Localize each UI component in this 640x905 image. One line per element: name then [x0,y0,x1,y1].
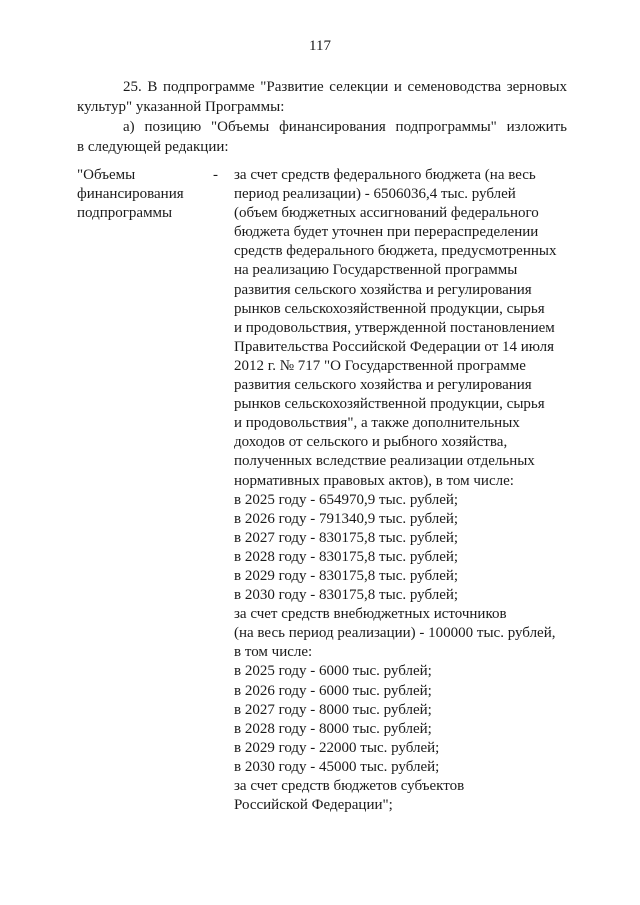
intro-paragraph [77,77,567,157]
funding-line: в 2026 году - 6000 тыс. рублей; [234,682,432,699]
funding-line: на реализацию Государственной программы [234,262,518,279]
position-label-line: "Объемы [77,167,136,183]
funding-line: развития сельского хозяйства и регулирования [234,377,532,394]
funding-description [234,166,574,815]
funding-line: за счет средств федерального бюджета (на весь [234,167,536,183]
position-label-line: подпрограммы [77,205,173,222]
funding-line: (объем бюджетных ассигнований федерального [234,205,539,222]
funding-line: в 2028 году - 8000 тыс. рублей; [234,720,432,737]
funding-line: (на весь период реализации) - 100000 тыс. рублей, [234,625,556,642]
intro-line-1: 25. В подпрограмме "Развитие селекции и семеноводства зерновых [123,79,567,95]
funding-line: в 2028 году - 830175,8 тыс. рублей; [234,548,459,565]
position-label-line: финансирования [77,186,184,203]
position-label [77,166,207,223]
funding-line: рынков сельскохозяйственной продукции, сырья [234,396,545,413]
funding-line: нормативных правовых актов), в том числе: [234,472,514,489]
funding-line: рынков сельскохозяйственной продукции, сырья [234,300,545,317]
separator-dash: - [213,167,218,183]
funding-line: развития сельского хозяйства и регулирования [234,281,532,298]
funding-line: средств федерального бюджета, предусмотренных [234,243,557,260]
funding-line: бюджета будет уточнен при перераспределении [234,224,539,241]
intro-line-4: в следующей редакции: [77,139,229,155]
funding-line: и продовольствия", а также дополнительных [234,415,520,432]
funding-line: за счет средств бюджетов субъектов [234,778,465,794]
funding-line: период реализации) - 6506036,4 тыс. рублей [234,186,516,203]
funding-line: 2012 г. № 717 "О Государственной программе [234,357,526,374]
funding-line: в 2030 году - 830175,8 тыс. рублей; [234,587,459,604]
funding-line: в 2026 году - 791340,9 тыс. рублей; [234,510,459,527]
funding-line: Российской Федерации"; [234,797,393,814]
funding-line: в 2025 году - 6000 тыс. рублей; [234,663,432,680]
funding-line: в 2030 году - 45000 тыс. рублей; [234,758,440,775]
funding-line: в 2027 году - 830175,8 тыс. рублей; [234,529,459,546]
funding-line: Правительства Российской Федерации от 14 июля [234,338,555,355]
funding-line: в 2025 году - 654970,9 тыс. рублей; [234,491,459,508]
intro-line-3: а) позицию "Объемы финансирования подпрограммы" изложить [123,119,567,135]
funding-line: в 2029 году - 22000 тыс. рублей; [234,739,440,756]
intro-line-2: культур" указанной Программы: [77,99,285,115]
funding-line: полученных вследствие реализации отдельных [234,453,535,470]
funding-line: в 2027 году - 8000 тыс. рублей; [234,701,432,718]
page-number: 117 [309,38,331,54]
funding-line: доходов от сельского и рыбного хозяйства, [234,434,508,451]
funding-line: в том числе: [234,644,313,661]
funding-line: и продовольствия, утвержденной постановлением [234,319,555,336]
funding-line: за счет средств внебюджетных источников [234,606,507,623]
funding-line: в 2029 году - 830175,8 тыс. рублей; [234,567,459,584]
